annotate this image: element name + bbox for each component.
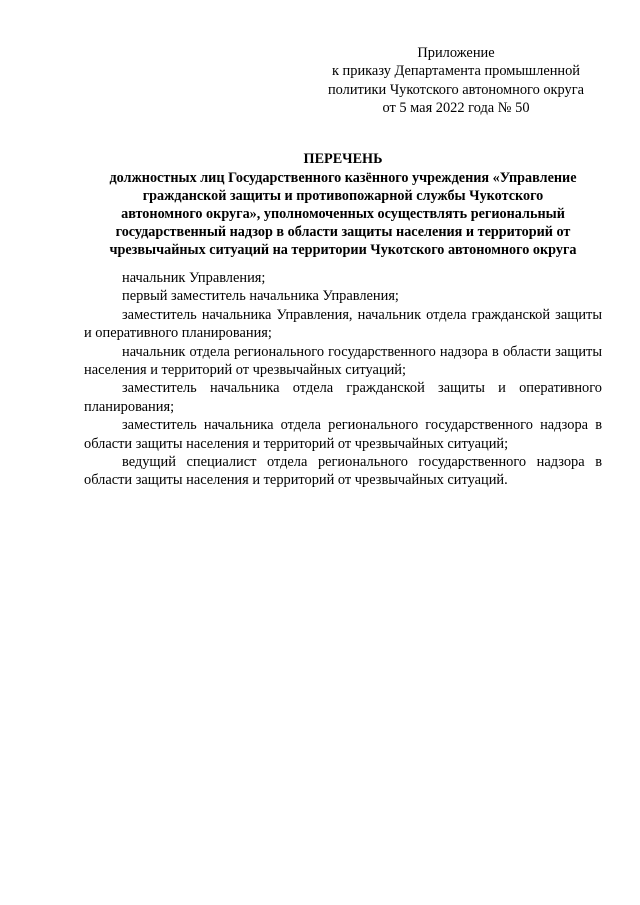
list-item: заместитель начальника отдела гражданской защиты и оперативного планирования;	[84, 380, 602, 415]
title-line: автономного округа», уполномоченных осуществлять региональный	[121, 206, 565, 223]
appendix-date: от 5 мая 2022 года № 50	[382, 99, 530, 116]
title-line: должностных лиц Государственного казённого учреждения «Управление	[109, 170, 577, 187]
appendix-department: политики Чукотского автономного округа	[327, 81, 585, 98]
appendix-header	[316, 44, 596, 117]
list-item: первый заместитель начальника Управления;	[122, 288, 399, 305]
list-item: заместитель начальника Управления, начальник отдела гражданской защиты и оперативного планирования;	[84, 306, 602, 342]
appendix-label: Приложение	[417, 45, 495, 61]
officials-list	[84, 269, 602, 490]
appendix-order-ref: к приказу Департамента промышленной	[331, 63, 581, 80]
title-line: государственный надзор в области защиты населения и территорий от	[115, 224, 571, 241]
title-line: чрезвычайных ситуаций на территории Чукотского автономного округа	[109, 242, 577, 259]
document-title	[84, 150, 602, 260]
title-line: гражданской защиты и противопожарной службы Чукотского	[142, 188, 544, 205]
list-item: начальник отдела регионального государственного надзора в области защиты населения и территорий от чрезвычайных ситуаций;	[84, 343, 602, 379]
title-heading: ПЕРЕЧЕНЬ	[303, 151, 383, 167]
list-item: начальник Управления;	[122, 270, 266, 286]
list-item: ведущий специалист отдела регионального государственного надзора в области защиты населения и территорий от чрезвычайных ситуаций.	[84, 454, 602, 489]
list-item: заместитель начальника отдела регионального государственного надзора в области защиты населения и территорий от чрезвычайных ситуаций;	[84, 417, 602, 452]
